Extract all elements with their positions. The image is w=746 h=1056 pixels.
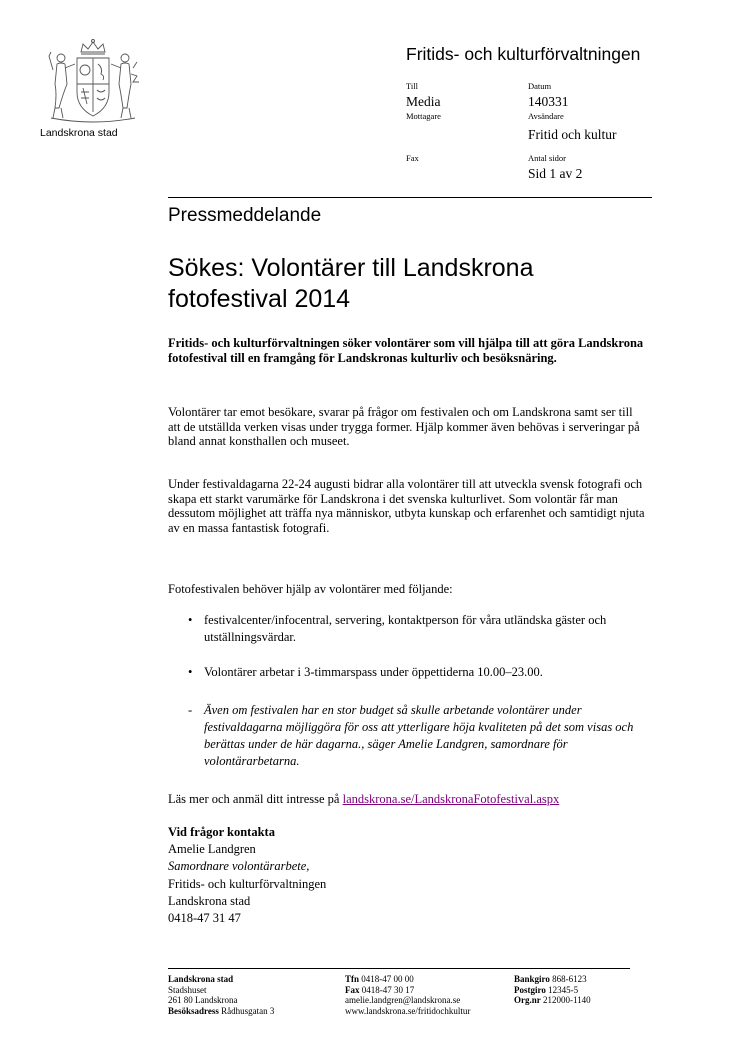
footer-address [168, 974, 274, 1016]
footer-bankgiro-value: 868-6123 [552, 974, 587, 984]
footer-visit-label: Besöksadress [168, 1005, 219, 1016]
avsandare-label: Avsändare [528, 111, 564, 121]
footer-bankgiro-label: Bankgiro [514, 974, 550, 984]
footer-email[interactable]: amelie.landgren@landskrona.se [345, 995, 461, 1005]
contact-phone: 0418-47 31 47 [168, 911, 241, 926]
footer-address-line: Stadshuset [168, 984, 207, 995]
footer-orgnr-value: 212000-1140 [543, 995, 591, 1005]
lead-paragraph: Fritids- och kulturförvaltningen söker volontärer som vill hjälpa till att göra Landskrona fotofestival till en framgång för Landskronas kulturliv och besöksnäring. [168, 336, 644, 365]
logo-text: Landskrona stad [40, 127, 118, 139]
list-item-text: Volontärer arbetar i 3-timmarspass under öppettiderna 10.00–23.00. [204, 665, 543, 679]
department-title: Fritids- och kulturförvaltningen [406, 44, 641, 64]
footer-divider [168, 968, 630, 969]
read-more-prefix: Läs mer och anmäl ditt intresse på [168, 792, 343, 806]
footer-fax-label: Fax [345, 984, 360, 995]
bullet-marker: • [188, 665, 193, 679]
festival-link[interactable]: landskrona.se/LandskronaFotofestival.aspx [342, 792, 560, 806]
avsandare-value: Fritid och kultur [528, 127, 617, 142]
datum-value: 140331 [528, 94, 569, 109]
list-item-text: festivalcenter/infocentral, servering, kontaktperson för våra utländska gäster och utställningsvärdar. [204, 613, 607, 644]
till-value: Media [406, 94, 441, 109]
list-item [188, 664, 648, 681]
contact-org: Fritids- och kulturförvaltningen [168, 876, 327, 891]
paragraph-2: Under festivaldagarna 22-24 augusti bidrar alla volontärer till att utveckla svensk fotografi och skapa ett starkt varumärke för Landskrona i det svenska kulturlivet. Som volontär får man dessutom möjlighet att träffa nya människor, utbyta kunskap och erfarenhet och samtidigt njuta av en massa fantastisk fotografi. [168, 477, 645, 535]
quote-marker: - [188, 703, 193, 717]
antal-sidor-label: Antal sidor [528, 153, 567, 163]
footer-postal-line: 261 80 Landskrona [168, 995, 238, 1005]
fax-label: Fax [406, 153, 419, 163]
datum-label: Datum [528, 81, 552, 91]
footer-web[interactable]: www.landskrona.se/fritidochkultur [345, 1005, 471, 1016]
header-divider [168, 197, 652, 198]
list-item [188, 612, 648, 646]
contact-name: Amelie Landgren [168, 842, 256, 857]
logo [36, 38, 150, 139]
footer-visit-value: Rådhusgatan 3 [221, 1005, 275, 1016]
footer-orgnr-label: Org.nr [514, 995, 541, 1005]
footer-postgiro-value: 12345-5 [548, 984, 579, 995]
contact-block [168, 824, 468, 927]
paragraph-3: Fotofestivalen behöver hjälp av volontärer med följande: [168, 582, 453, 596]
till-label: Till [406, 81, 418, 91]
footer-contact [345, 974, 470, 1016]
read-more-line [168, 792, 648, 807]
mottagare-label: Mottagare [406, 111, 441, 121]
footer-tfn-label: Tfn [345, 974, 360, 984]
contact-role: Samordnare volontärarbete, [168, 859, 310, 874]
footer-bank [514, 974, 591, 1006]
footer-postgiro-label: Postgiro [514, 984, 546, 995]
document-kind: Pressmeddelande [168, 205, 322, 226]
quote-text: Även om festivalen har en stor budget så skulle arbetande volontärer under festivaldagarna möjliggöra för oss att ytterligare höja kvaliteten på det som visas och berättas under de här dagarna., säger Amelie Landgren, samordnare för volontärarbetarna. [204, 703, 634, 768]
document-title: Sökes: Volontärer till Landskrona fotofestival 2014 [168, 254, 534, 313]
footer-fax-value: 0418-47 30 17 [361, 984, 415, 995]
quote-item [188, 702, 648, 770]
antal-sidor-value: Sid 1 av 2 [528, 166, 583, 181]
footer-tfn-value: 0418-47 00 00 [361, 974, 414, 984]
paragraph-1: Volontärer tar emot besökare, svarar på frågor om festivalen och om Landskrona samt ser till att de utställda verken visas under trygga former. Hjälp kommer även behövas i serveringar på bland annat konsthallen och museet. [168, 405, 640, 449]
contact-city: Landskrona stad [168, 893, 251, 908]
bullet-marker: • [188, 613, 193, 627]
landskrona-coat-of-arms-icon [43, 38, 143, 124]
contact-heading: Vid frågor kontakta [168, 825, 275, 839]
footer-org-name: Landskrona stad [168, 974, 234, 984]
